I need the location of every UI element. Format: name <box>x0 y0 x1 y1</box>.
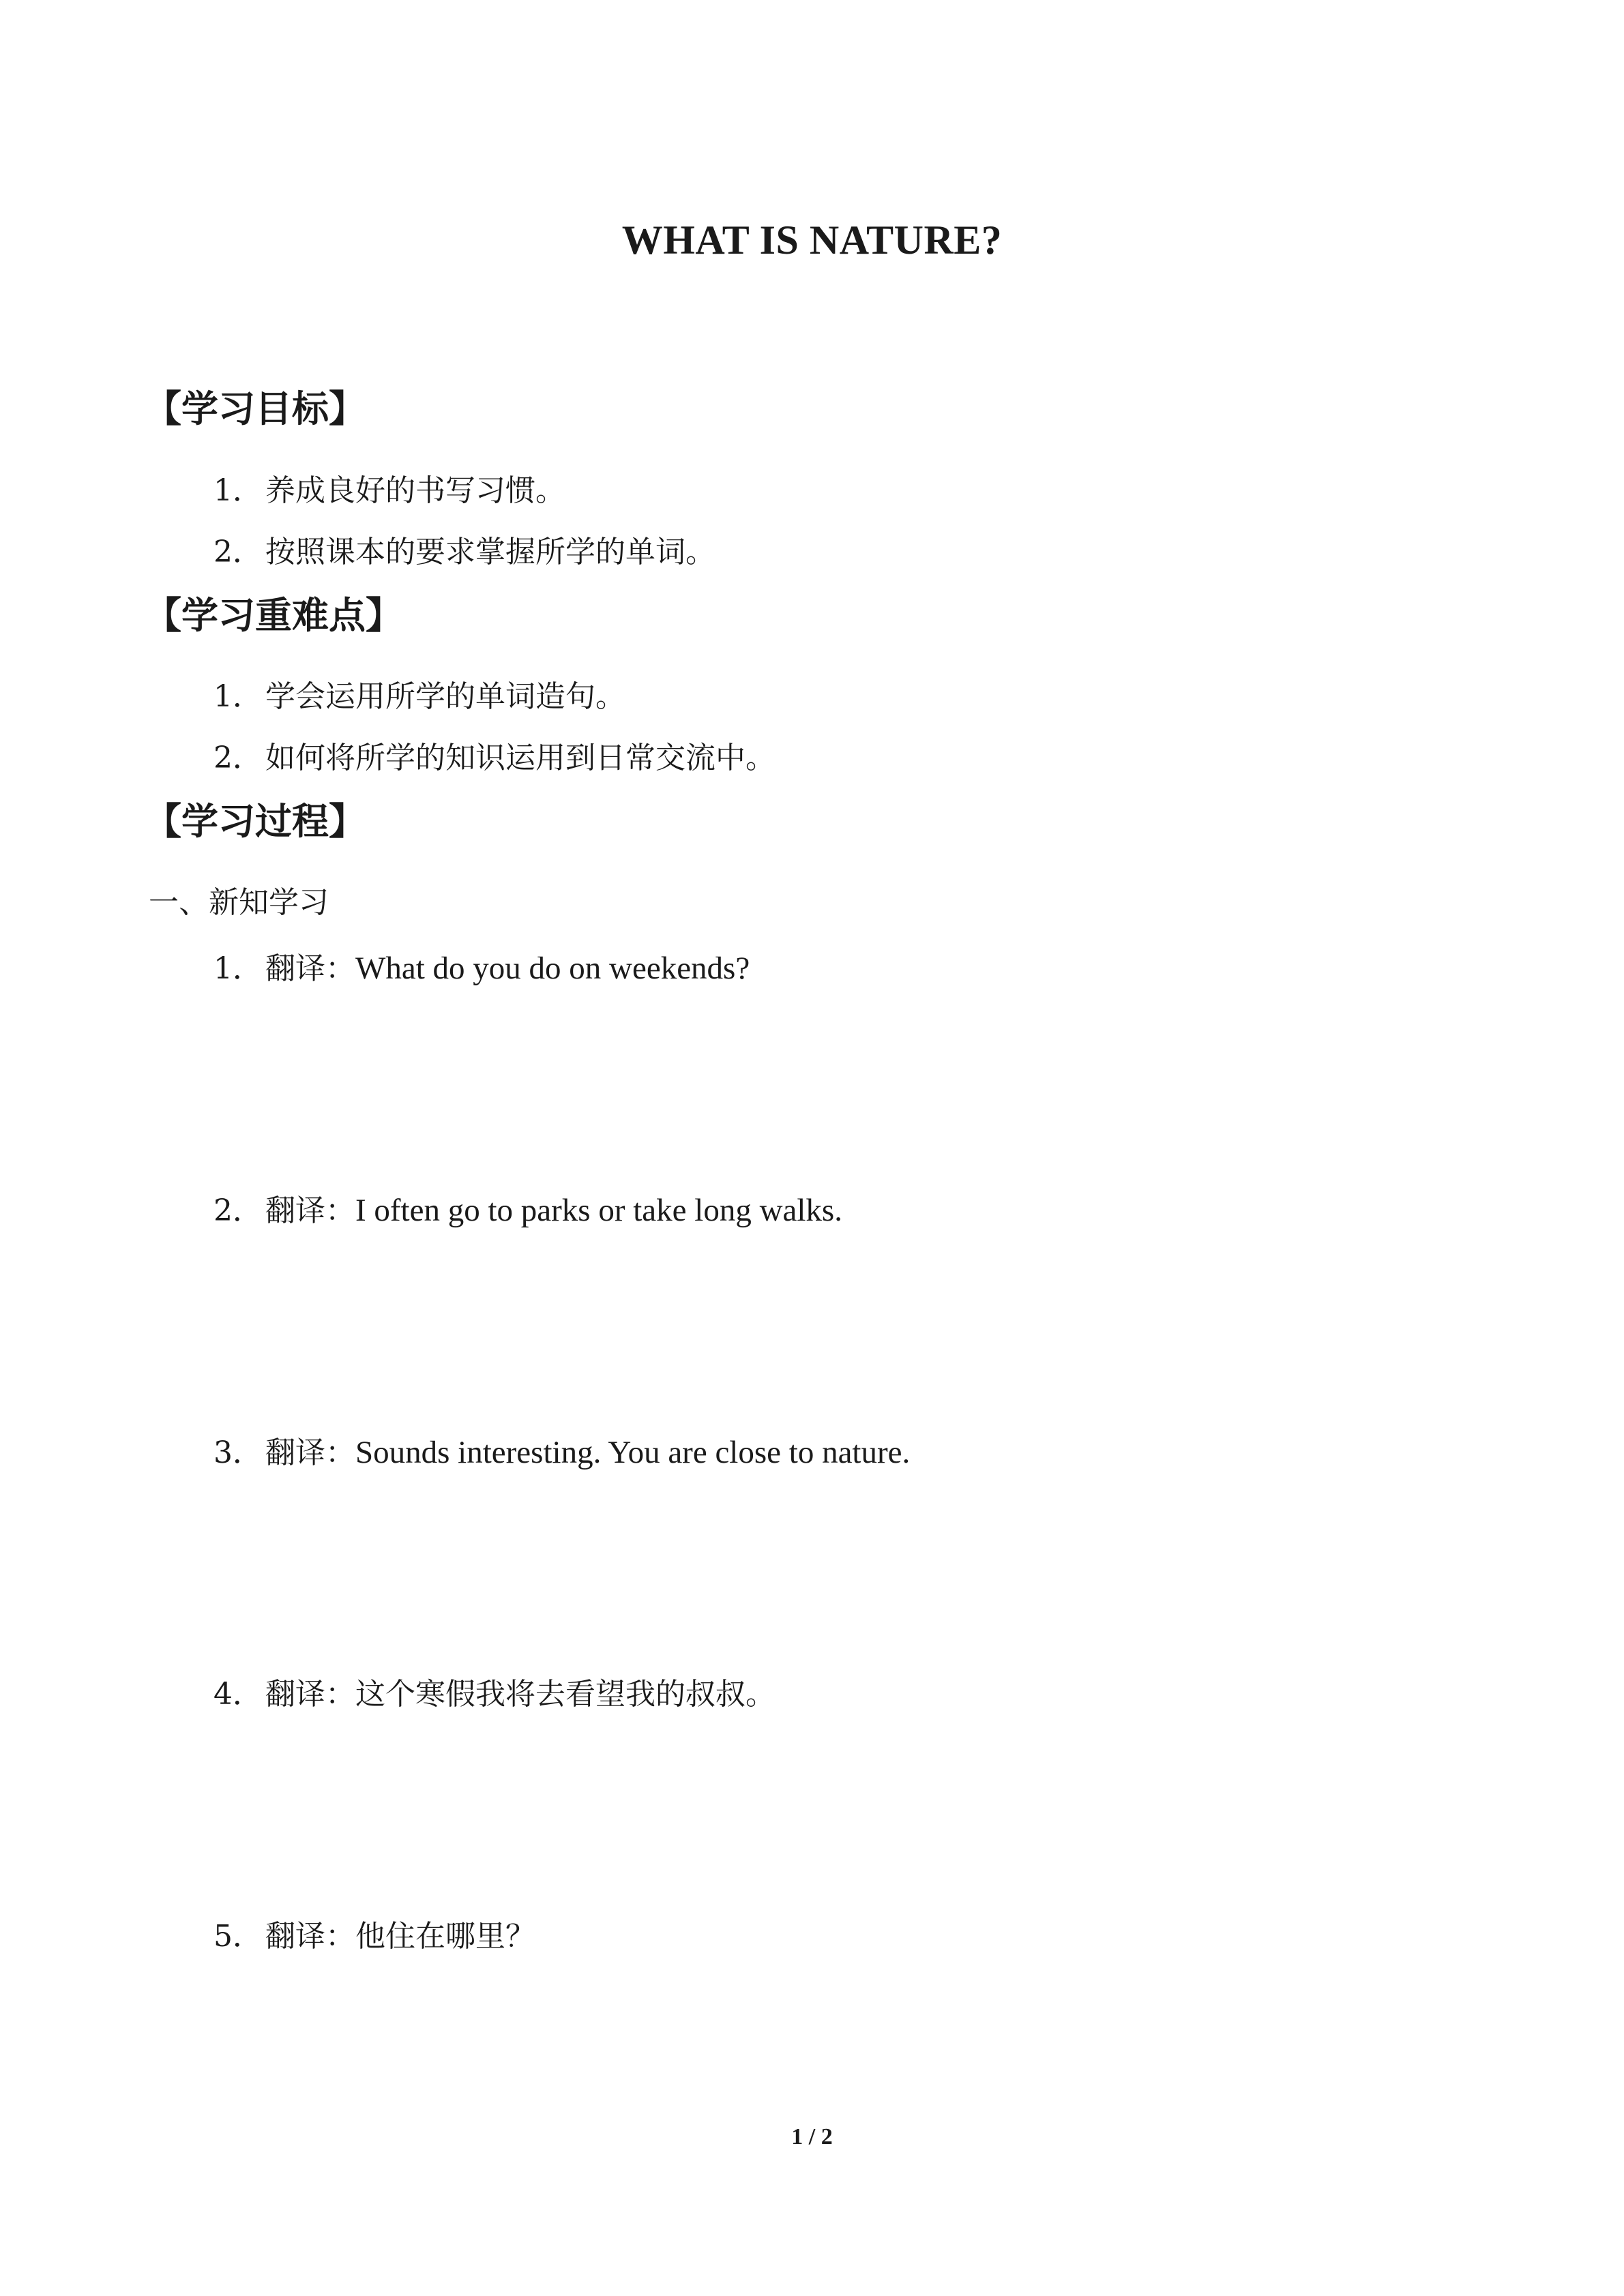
item-label: 翻译： <box>265 1435 355 1470</box>
item-number: 4． <box>213 1677 263 1712</box>
answer-space-4[interactable] <box>213 1722 1509 1899</box>
item-number: 1． <box>213 679 263 714</box>
item-text: What do you do on weekends? <box>355 951 750 986</box>
item-label: 翻译： <box>265 1193 355 1228</box>
item-text: I often go to parks or take long walks. <box>355 1193 842 1228</box>
item-label: 翻译： <box>265 1919 355 1954</box>
section-heading-process: 【学习过程】 <box>145 800 366 843</box>
answer-space-3[interactable] <box>213 1480 1509 1657</box>
section-heading-objectives: 【学习目标】 <box>145 387 366 430</box>
translation-item-1 <box>213 948 750 989</box>
subheading-new-knowledge: 一、新知学习 <box>149 885 329 920</box>
item-number: 3． <box>213 1435 263 1470</box>
item-label: 翻译： <box>265 1677 355 1712</box>
item-number: 5． <box>213 1919 263 1954</box>
translation-item-2 <box>213 1190 842 1232</box>
translation-item-5 <box>213 1916 535 1957</box>
item-number: 2． <box>213 741 263 775</box>
item-number: 2． <box>213 1193 263 1228</box>
item-text: 如何将所学的知识运用到日常交流中。 <box>265 741 776 775</box>
item-number: 1． <box>213 473 263 508</box>
item-text: 他住在哪里？ <box>355 1919 535 1954</box>
item-number: 2． <box>213 535 263 569</box>
answer-space-2[interactable] <box>213 1238 1509 1415</box>
page-number: 1 / 2 <box>791 2124 833 2149</box>
item-text: 这个寒假我将去看望我的叔叔。 <box>355 1677 776 1712</box>
document-title: WHAT IS NATURE? <box>621 218 1003 263</box>
answer-space-5[interactable] <box>213 1964 1509 2100</box>
item-text: 养成良好的书写习惯。 <box>265 473 565 508</box>
translation-item-4 <box>213 1674 776 1715</box>
answer-space-1[interactable] <box>213 996 1509 1173</box>
item-text: 学会运用所学的单词造句。 <box>265 679 625 714</box>
translation-item-3 <box>213 1432 910 1474</box>
key-point-item-1 <box>213 676 625 717</box>
key-point-item-2 <box>213 738 776 779</box>
section-heading-key-points: 【学习重难点】 <box>145 594 402 637</box>
item-number: 1． <box>213 951 263 986</box>
objective-item-2 <box>213 532 715 573</box>
item-text: 按照课本的要求掌握所学的单词。 <box>265 535 715 569</box>
objective-item-1 <box>213 471 565 511</box>
item-label: 翻译： <box>265 951 355 986</box>
item-text: Sounds interesting. You are close to nature. <box>355 1435 911 1470</box>
